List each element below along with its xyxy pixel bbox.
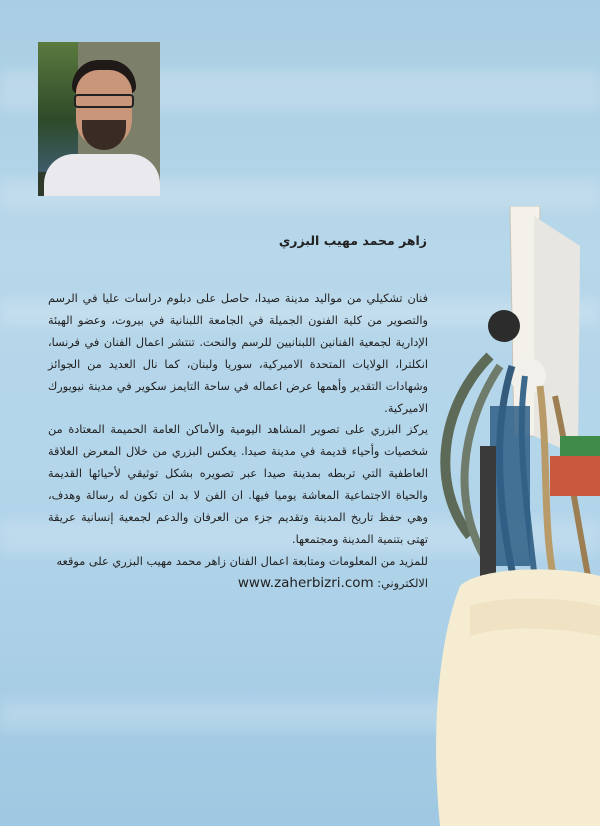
website-link[interactable]: www.zaherbizri.com <box>237 574 374 591</box>
bio-paragraph-2: يركز البزري على تصوير المشاهد اليومية والأماكن العامة الحميمة المعتادة من شخصيات وأحياء قديمة في مدينة صيدا. يعكس البزري من خلال المعرض العلاقة العاطفية التي تربطه بمدينة صيدا عبر تصويره بشكل توثيقي لأحيائها القديمة والحياة الاجتماعية المعاشة يوميا فيها. ان الفن لا بد ان تكون له رسالة وهدف، وهي حفظ تاريخ المدينة وتقديم جزء من العرفان والدعم لجمعية إنسانية عريقة تهتى بتنمية المدينة ومجتمعها. <box>48 423 428 546</box>
artist-name: زاهر محمد مهيب البزري <box>278 233 427 248</box>
glasses <box>74 94 134 108</box>
bio-paragraph-1: فنان تشكيلي من مواليد مدينة صيدا، حاصل على دبلوم دراسات عليا في الرسم والتصوير من كلية الفنون الجميلة في الجامعة اللبنانية في بيروت، وعضو الهيئة الإدارية لجمعية الفنانين اللبنانيين للرسم والنحت. تنتشر اعمال الفنان في فرنسا، انكلترا، الولايات المتحدة الاميركية، سوريا ولبنان، كما نال العديد من الجوائز وشهادات التقدير وأهمها عرض اعماله في ساحة التايمز سكوير في مدينة نيويورك الاميركية. <box>48 292 428 415</box>
boat-painting <box>430 206 600 826</box>
artist-portrait <box>38 42 160 196</box>
bio-more-info <box>48 551 428 595</box>
background-painting <box>38 42 78 172</box>
artist-biography <box>48 288 428 595</box>
more-info-text: للمزيد من المعلومات ومتابعة اعمال الفنان زاهر محمد مهيب البزري على موقعه الالكتروني: <box>56 554 428 590</box>
